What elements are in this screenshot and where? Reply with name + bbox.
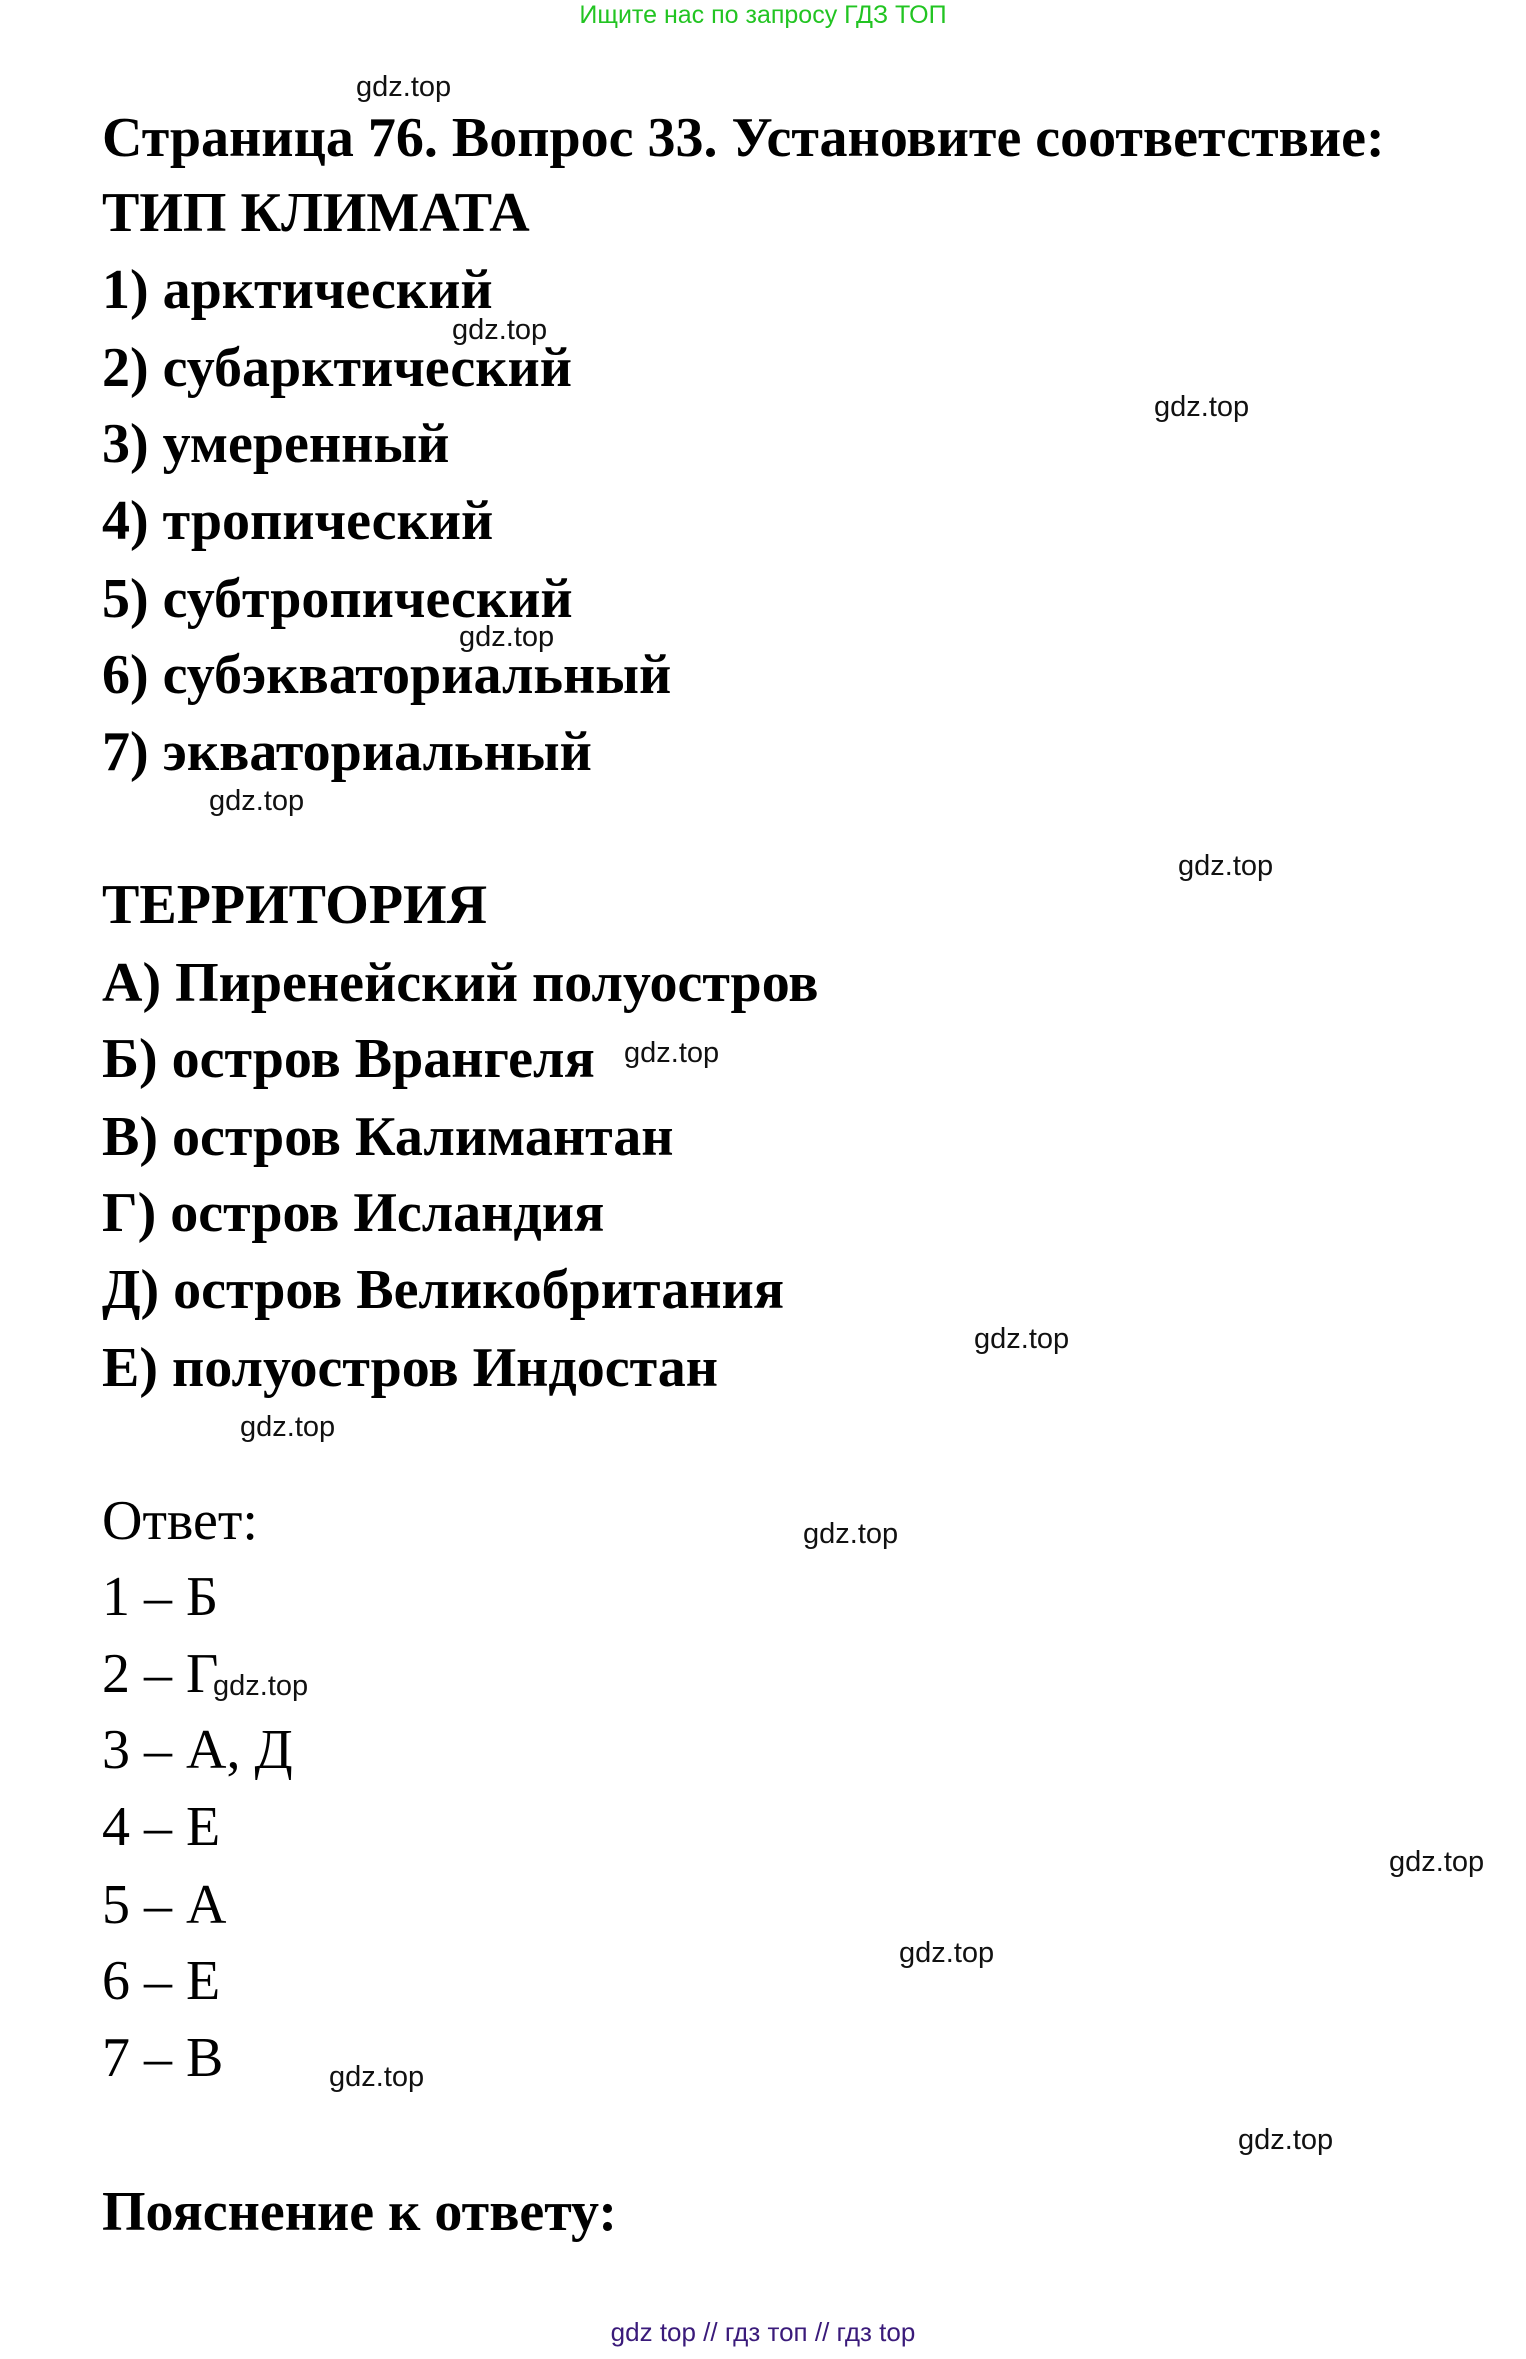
watermark: gdz.top [1154, 391, 1250, 423]
territory-item: Б) остров Врангеля [102, 1028, 595, 1090]
watermark: gdz.top [974, 1323, 1070, 1355]
answer-item: 2 – Г [102, 1643, 219, 1705]
watermark: gdz.top [452, 314, 548, 346]
territory-item: Е) полуостров Индостан [102, 1337, 719, 1399]
climate-item: 5) субтропический [102, 568, 573, 630]
footer-links[interactable]: gdz top // гдз топ // гдз top [610, 2317, 916, 2347]
answer-item: 3 – А, Д [102, 1719, 293, 1781]
watermark: gdz.top [1238, 2124, 1334, 2156]
explanation-heading: Пояснение к ответу: [102, 2181, 617, 2243]
answer-item: 5 – А [102, 1874, 227, 1936]
top-banner-link[interactable]: Ищите нас по запросу ГДЗ ТОП [579, 1, 947, 29]
climate-item: 3) умеренный [102, 413, 450, 475]
climate-item: 4) тропический [102, 490, 494, 552]
answer-heading: Ответ: [102, 1490, 258, 1552]
watermark: gdz.top [624, 1037, 720, 1069]
climate-item: 6) субэкваториальный [102, 644, 672, 706]
watermark: gdz.top [329, 2061, 425, 2093]
watermark: gdz.top [1389, 1846, 1485, 1878]
climate-item: 1) арктический [102, 259, 493, 321]
territory-item: А) Пиренейский полуостров [102, 952, 819, 1014]
answer-item: 6 – Е [102, 1950, 221, 2012]
watermark: gdz.top [213, 1670, 309, 1702]
answer-item: 7 – В [102, 2027, 224, 2089]
watermark: gdz.top [356, 71, 452, 103]
watermark: gdz.top [1178, 850, 1274, 882]
territory-item: В) остров Калимантан [102, 1106, 674, 1168]
territory-item: Д) остров Великобритания [102, 1259, 785, 1321]
watermark: gdz.top [240, 1411, 336, 1443]
answer-item: 1 – Б [102, 1566, 219, 1628]
climate-item: 7) экваториальный [102, 721, 592, 783]
watermark: gdz.top [459, 621, 555, 653]
territory-item: Г) остров Исландия [102, 1182, 605, 1244]
climate-item: 2) субарктический [102, 337, 572, 399]
territory-heading: ТЕРРИТОРИЯ [102, 874, 488, 936]
climate-heading: ТИП КЛИМАТА [102, 182, 530, 244]
watermark: gdz.top [899, 1937, 995, 1969]
page-title: Страница 76. Вопрос 33. Установите соответствие: [102, 107, 1385, 169]
answer-item: 4 – Е [102, 1796, 221, 1858]
watermark: gdz.top [803, 1518, 899, 1550]
watermark: gdz.top [209, 785, 305, 817]
